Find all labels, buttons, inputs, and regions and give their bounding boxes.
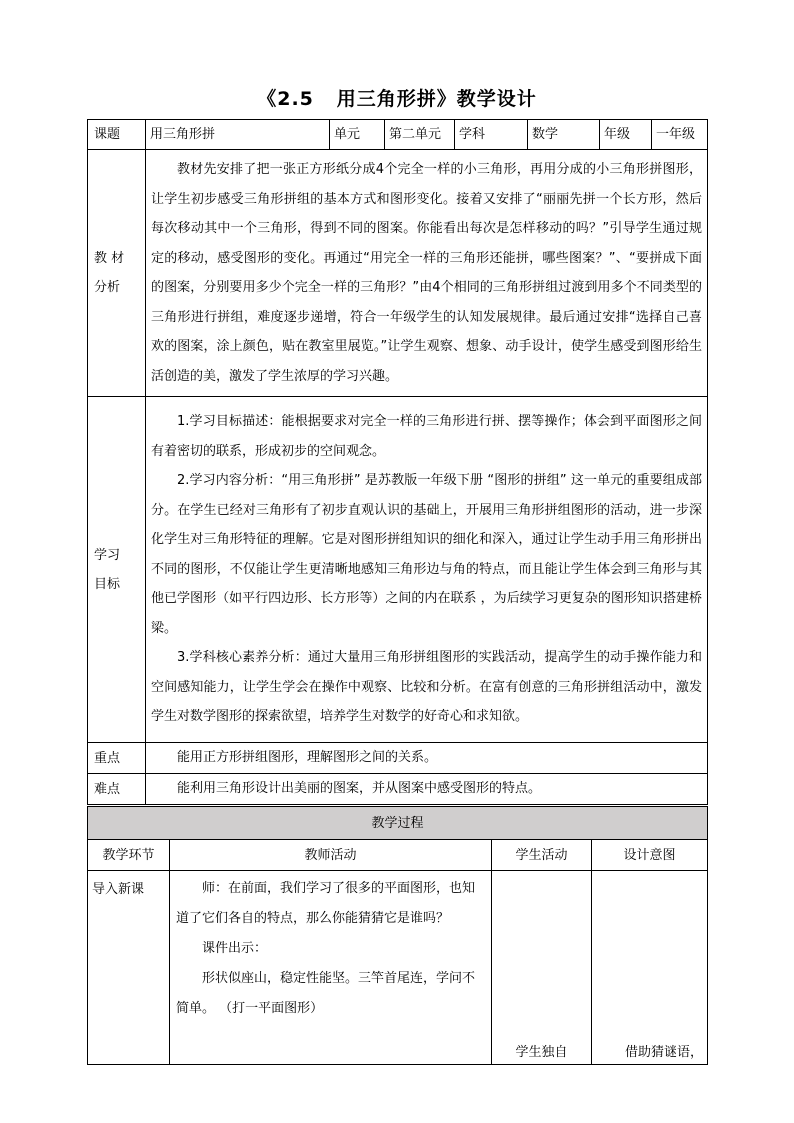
grade-label: 年级 [600,120,652,150]
key-point-content: 能用正方形拼组图形，理解图形之间的关系。 [146,743,708,774]
difficulty-label: 难点 [88,774,146,805]
goals-row [88,397,708,743]
lesson-info-table [87,119,708,805]
unit-value: 第二单元 [385,120,455,150]
goals-content [146,397,708,743]
teacher-activity-cell [170,871,492,1065]
goal-paragraph-3: 3.学科核心素养分析：通过大量用三角形拼组图形的实践活动，提高学生的动手操作能力和空间感知能力，让学生学会在操作中观察、比较和分析。在富有创意的三角形拼组活动中，激发学生对数学图形的探索欲望，培养学生对数学的好奇心和求知欲。 [151,650,702,725]
analysis-paragraph: 教材先安排了把一张正方形纸分成4个完全一样的小三角形，再用分成的小三角形拼图形，让学生初步感受三角形拼组的基本方式和图形变化。接着又安排了“丽丽先拼一个长方形，然后每次移动其中一个三角形，得到不同的图案。你能看出每次是怎样移动的吗？”引导学生通过规定的移动，感受图形的变化。再通过“用完全一样的三角形还能拼，哪些图案？”、“要拼成下面的图案，分别要用多少个完全一样的三角形？”由4个相同的三角形拼组过渡到用多个不同类型的三角形进行拼组，难度逐步递增，符合一年级学生的认知发展规律。最后通过安排“选择自己喜欢的图案，涂上颜色，贴在教室里展览。”让学生观察、想象、动手设计，使学生感受到图形给生活创造的美，激发了学生浓厚的学习兴趣。 [151,162,702,384]
title-prefix: 《2.5 [257,88,314,110]
process-band-row [88,807,708,840]
goal-paragraph-2: 2.学习内容分析：“用三角形拼” 是苏教版一年级下册 “图形的拼组” 这一单元的重要组成部分。在学生已经对三角形有了初步直观认识的基础上，开展用三角形拼组图形的活动，进一步深化学生对三角形特征的理解。它是对图形拼组知识的细化和深入，通过让学生动手用三角形拼出不同的图形，不仅能让学生更清晰地感知三角形边与角的特点，而且能让学生体会到三角形与其他已学图形（如平行四边形、长方形等）之间的内在联系 ，为后续学习更复杂的图形知识搭建桥梁。 [151,473,702,636]
key-point-row [88,743,708,774]
analysis-label: 教 材 分析 [88,150,146,397]
stage-cell: 导入新课 [88,871,170,1065]
course-value: 用三角形拼 [146,120,330,150]
info-header-row [88,120,708,150]
teacher-activity-1: 师：在前面，我们学习了很多的平面图形，也知道了它们各自的特点，那么你能猜猜它是谁吗？ [176,881,476,926]
goal-paragraph-1: 1.学习目标描述：能根据要求对完全一样的三角形进行拼、摆等操作；体会到平面图形之间有着密切的联系，形成初步的空间观念。 [151,414,702,459]
key-point-label: 重点 [88,743,146,774]
difficulty-content: 能利用三角形设计出美丽的图案，并从图案中感受图形的特点。 [146,774,708,805]
document-title [0,84,794,111]
teacher-activity-3: 形状似座山，稳定性能坚。三竿首尾连，学问不简单。 （打一平面图形） [176,971,476,1016]
col-student-header: 学生活动 [492,840,592,871]
subject-label: 学科 [455,120,528,150]
course-label: 课题 [88,120,146,150]
difficulty-row [88,774,708,805]
teacher-activity-2: 课件出示： [202,941,268,956]
design-intent-cell: 借助猜谜语， [592,871,708,1065]
col-intent-header: 设计意图 [592,840,708,871]
col-teacher-header: 教师活动 [170,840,492,871]
goals-label: 学习 目标 [88,397,146,743]
title-main: 用三角形拼》教学设计 [336,88,537,110]
col-stage-header: 教学环节 [88,840,170,871]
analysis-content [146,150,708,397]
process-band-title: 教学过程 [88,807,708,840]
student-activity-cell: 学生独自 [492,871,592,1065]
unit-label: 单元 [330,120,385,150]
subject-value: 数学 [528,120,600,150]
grade-value: 一年级 [652,120,708,150]
process-header-row [88,840,708,871]
process-row-intro [88,871,708,1065]
teaching-process-table [87,806,708,1065]
analysis-row [88,150,708,397]
